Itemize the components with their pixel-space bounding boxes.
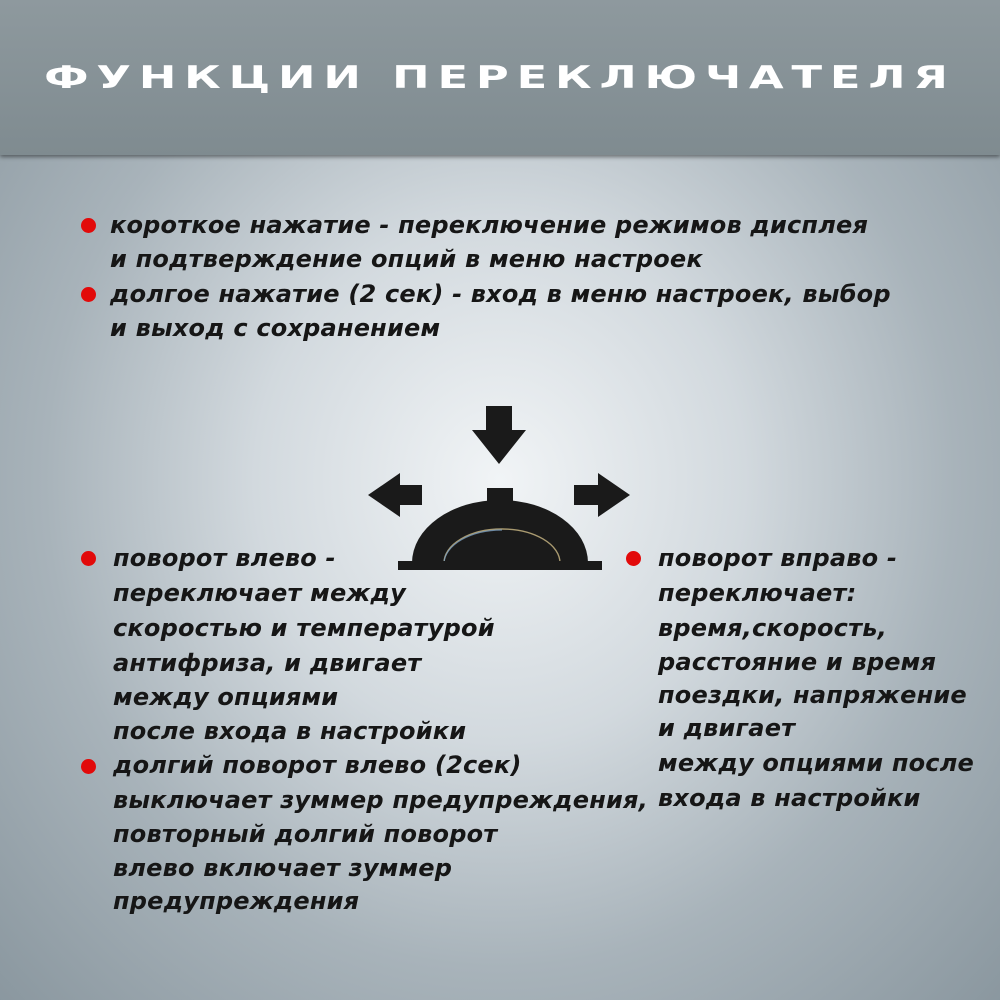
press-line: долгое нажатие (2 сек) - вход в меню настроек, выбор — [110, 280, 891, 308]
turn-right-line: входа в настройки — [658, 784, 921, 812]
long-turn-left-line: повторный долгий поворот — [113, 820, 498, 848]
header-bar — [0, 0, 1000, 155]
turn-left-line: скоростью и температурой — [113, 614, 495, 642]
knob-dome — [412, 500, 588, 563]
turn-right-line: расстояние и время — [658, 648, 937, 676]
long-turn-left-line: выключает зуммер предупреждения, — [113, 786, 648, 814]
turn-left-line: переключает между — [113, 579, 406, 607]
bullet-dot — [81, 551, 96, 566]
turn-left-line: между опциями — [113, 683, 339, 711]
press-line: и выход с сохранением — [110, 314, 441, 342]
arrow-down-icon — [472, 406, 526, 464]
bullet-dot — [81, 759, 96, 774]
turn-right-line: и двигает — [658, 714, 796, 742]
long-turn-left-line: долгий поворот влево (2сек) — [113, 751, 522, 779]
press-line: короткое нажатие - переключение режимов дисплея — [110, 211, 869, 239]
turn-right-line: поездки, напряжение — [658, 681, 967, 709]
turn-left-line: антифриза, и двигает — [113, 649, 422, 677]
long-turn-left-line: предупреждения — [113, 887, 360, 915]
press-line: и подтверждение опций в меню настроек — [110, 245, 703, 273]
turn-right-line: поворот вправо - — [658, 544, 898, 572]
turn-right-line: время,скорость, — [658, 614, 887, 642]
bullet-dot — [81, 287, 96, 302]
knob-icon — [360, 400, 640, 580]
turn-right-line: переключает: — [658, 579, 857, 607]
bullet-dot — [81, 218, 96, 233]
arrow-right-icon — [574, 473, 630, 517]
turn-left-line: поворот влево - — [113, 544, 336, 572]
arrow-left-icon — [368, 473, 422, 517]
bullet-dot — [626, 551, 641, 566]
long-turn-left-line: влево включает зуммер — [113, 854, 453, 882]
turn-right-line: между опциями после — [658, 749, 974, 777]
knob-base — [398, 561, 602, 570]
page-title: ФУНКЦИИ ПЕРЕКЛЮЧАТЕЛЯ — [44, 59, 956, 96]
turn-left-line: после входа в настройки — [113, 717, 467, 745]
